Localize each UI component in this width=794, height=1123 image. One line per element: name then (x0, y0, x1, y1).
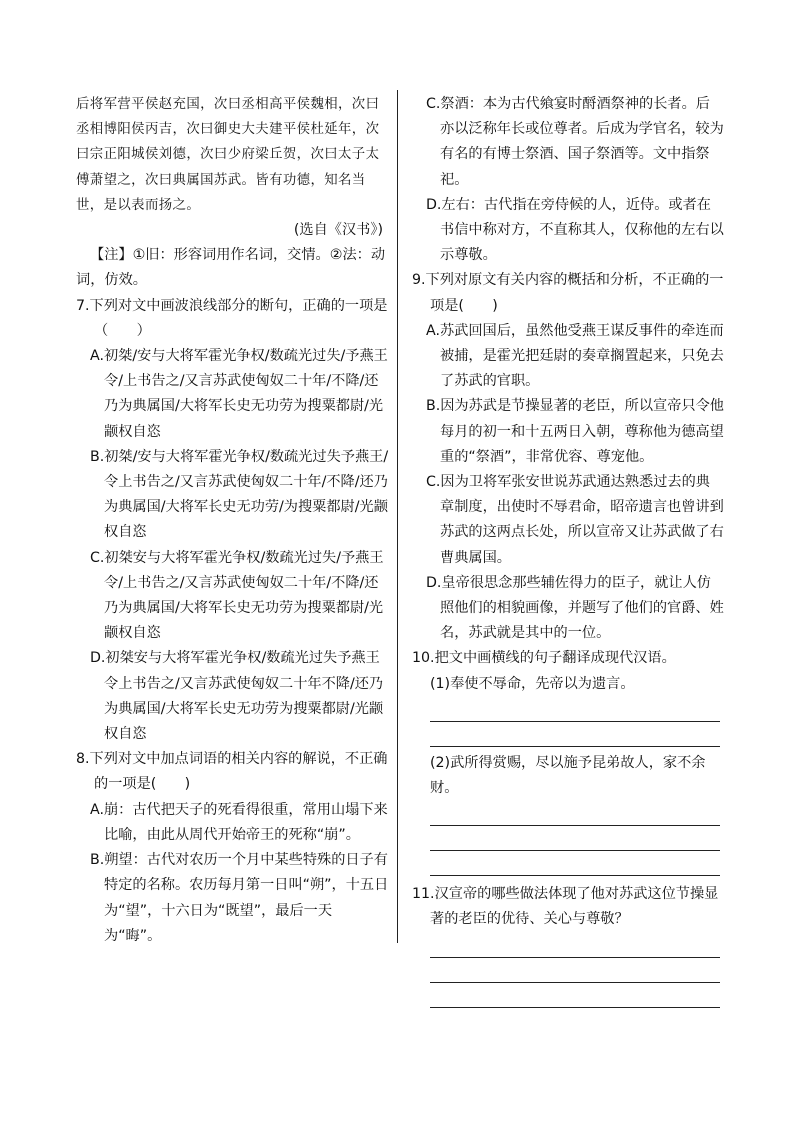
question-8-option-d[interactable]: D.左右：古代指在旁侍候的人，近侍。或者在书信中称对方，不直称其人，仅称他的左右以示尊敬。 (426, 196, 724, 264)
question-8-option-c[interactable]: C.祭酒：本为古代飨宴时酹酒祭神的长者。后亦以泛称年长或位尊者。后成为学官名，较为有名的有博士祭酒、国子祭酒等。文中指祭祀。 (426, 96, 724, 188)
question-8-option-b[interactable]: B.朔望：古代对农历一个月中某些特殊的日子有特定的名称。农历每月第一日叫“朔”，十五日为“望”，十六日为“既望”，最后一天为“晦”。 (90, 852, 389, 944)
question-8-option-a[interactable]: A.崩：古代把天子的死看得很重，常用山塌下来比喻，由此从周代开始帝王的死称“崩”。 (90, 801, 388, 843)
question-9-option-a[interactable]: A.苏武回国后，虽然他受燕王谋反事件的牵连而被捕，是霍光把廷尉的奏章搁置起来，只免去了苏武的官职。 (426, 322, 724, 390)
passage-ending: 后将军营平侯赵充国，次曰丞相高平侯魏相，次曰丞相博阳侯丙吉，次曰御史大夫建平侯杜延年，次曰宗正阳城侯刘德，次曰少府梁丘贺，次曰太子太傅萧望之，次曰典属国苏武。皆有功德，知名当世，是以表而扬之。 (76, 97, 380, 213)
answer-line[interactable] (430, 697, 720, 722)
passage-source: (选自《汉书》) (293, 222, 383, 239)
question-11-stem: 11.汉宣帝的哪些做法体现了他对苏武这位节操显著的老臣的优待、关心与尊敬？ (412, 886, 719, 928)
answer-line[interactable] (430, 958, 720, 983)
question-9-option-b[interactable]: B.因为苏武是节操显著的老臣，所以宣帝只令他每月的初一和十五两日入朝，尊称他为德高望重的“祭酒”，非常优容、尊宠他。 (426, 398, 724, 465)
annotation-note: 【注】①旧：形容词用作名词，交情。②法：动词，仿效。 (76, 247, 386, 289)
question-8-stem: 8.下列对文中加点词语的相关内容的解说，不正确的一项是( ) (76, 751, 388, 793)
right-column (412, 92, 724, 1008)
column-divider (397, 90, 398, 943)
question-7-stem: 7.下列对文中画波浪线部分的断句，正确的一项是（ ） (76, 297, 388, 339)
question-9-option-c[interactable]: C.因为卫将军张安世说苏武通达熟悉过去的典章制度，出使时不辱君命，昭帝遗言也曾讲到苏武的这两点长处，所以宣帝又让苏武做了右曹典属国。 (426, 474, 724, 566)
answer-line[interactable] (430, 933, 720, 958)
answer-line[interactable] (430, 801, 720, 826)
question-7-option-a[interactable]: A.初桀/安与大将军霍光争权/数疏光过失/予燕王令/上书告之/又言苏武使匈奴二十年/不降/还乃为典属国/大将军长史无功劳为搜粟都尉/光颛权自恣 (90, 348, 388, 440)
answer-line[interactable] (430, 983, 720, 1008)
question-9-option-d[interactable]: D.皇帝很思念那些辅佐得力的臣子，就让人仿照他们的相貌画像，并题写了他们的官爵、姓名，苏武就是其中的一位。 (426, 574, 724, 642)
answer-line[interactable] (430, 722, 720, 747)
left-column (76, 92, 389, 949)
question-10-sentence-2: (2)武所得赏赐，尽以施予昆弟故人，家不余财。 (430, 754, 706, 797)
answer-line[interactable] (430, 826, 720, 851)
answer-line[interactable] (430, 851, 720, 876)
question-10-sentence-1: (1)奉使不辱命，先帝以为遗言。 (430, 675, 635, 692)
question-7-option-b[interactable]: B.初桀/安与大将军霍光争权/数疏光过失予燕王/令上书告之/又言苏武使匈奴二十年/不降/还乃为典属国/大将军长史无功劳/为搜粟都尉/光颛权自恣 (90, 448, 389, 541)
question-7-option-d[interactable]: D.初桀安与大将军霍光争权/数疏光过失予燕王令上书告之/又言苏武使匈奴二十年不降/还乃为典属国/大将军长史无功劳为搜粟都尉/光颛权自恣 (90, 650, 384, 743)
question-10-stem: 10.把文中画横线的句子翻译成现代汉语。 (412, 650, 676, 667)
question-7-option-c[interactable]: C.初桀安与大将军霍光争权/数疏光过失/予燕王令/上书告之/又言苏武使匈奴二十年/不降/还乃为典属国/大将军长史无功劳为搜粟都尉/光颛权自恣 (90, 549, 384, 642)
question-9-stem: 9.下列对原文有关内容的概括和分析，不正确的一项是( ) (412, 272, 724, 314)
